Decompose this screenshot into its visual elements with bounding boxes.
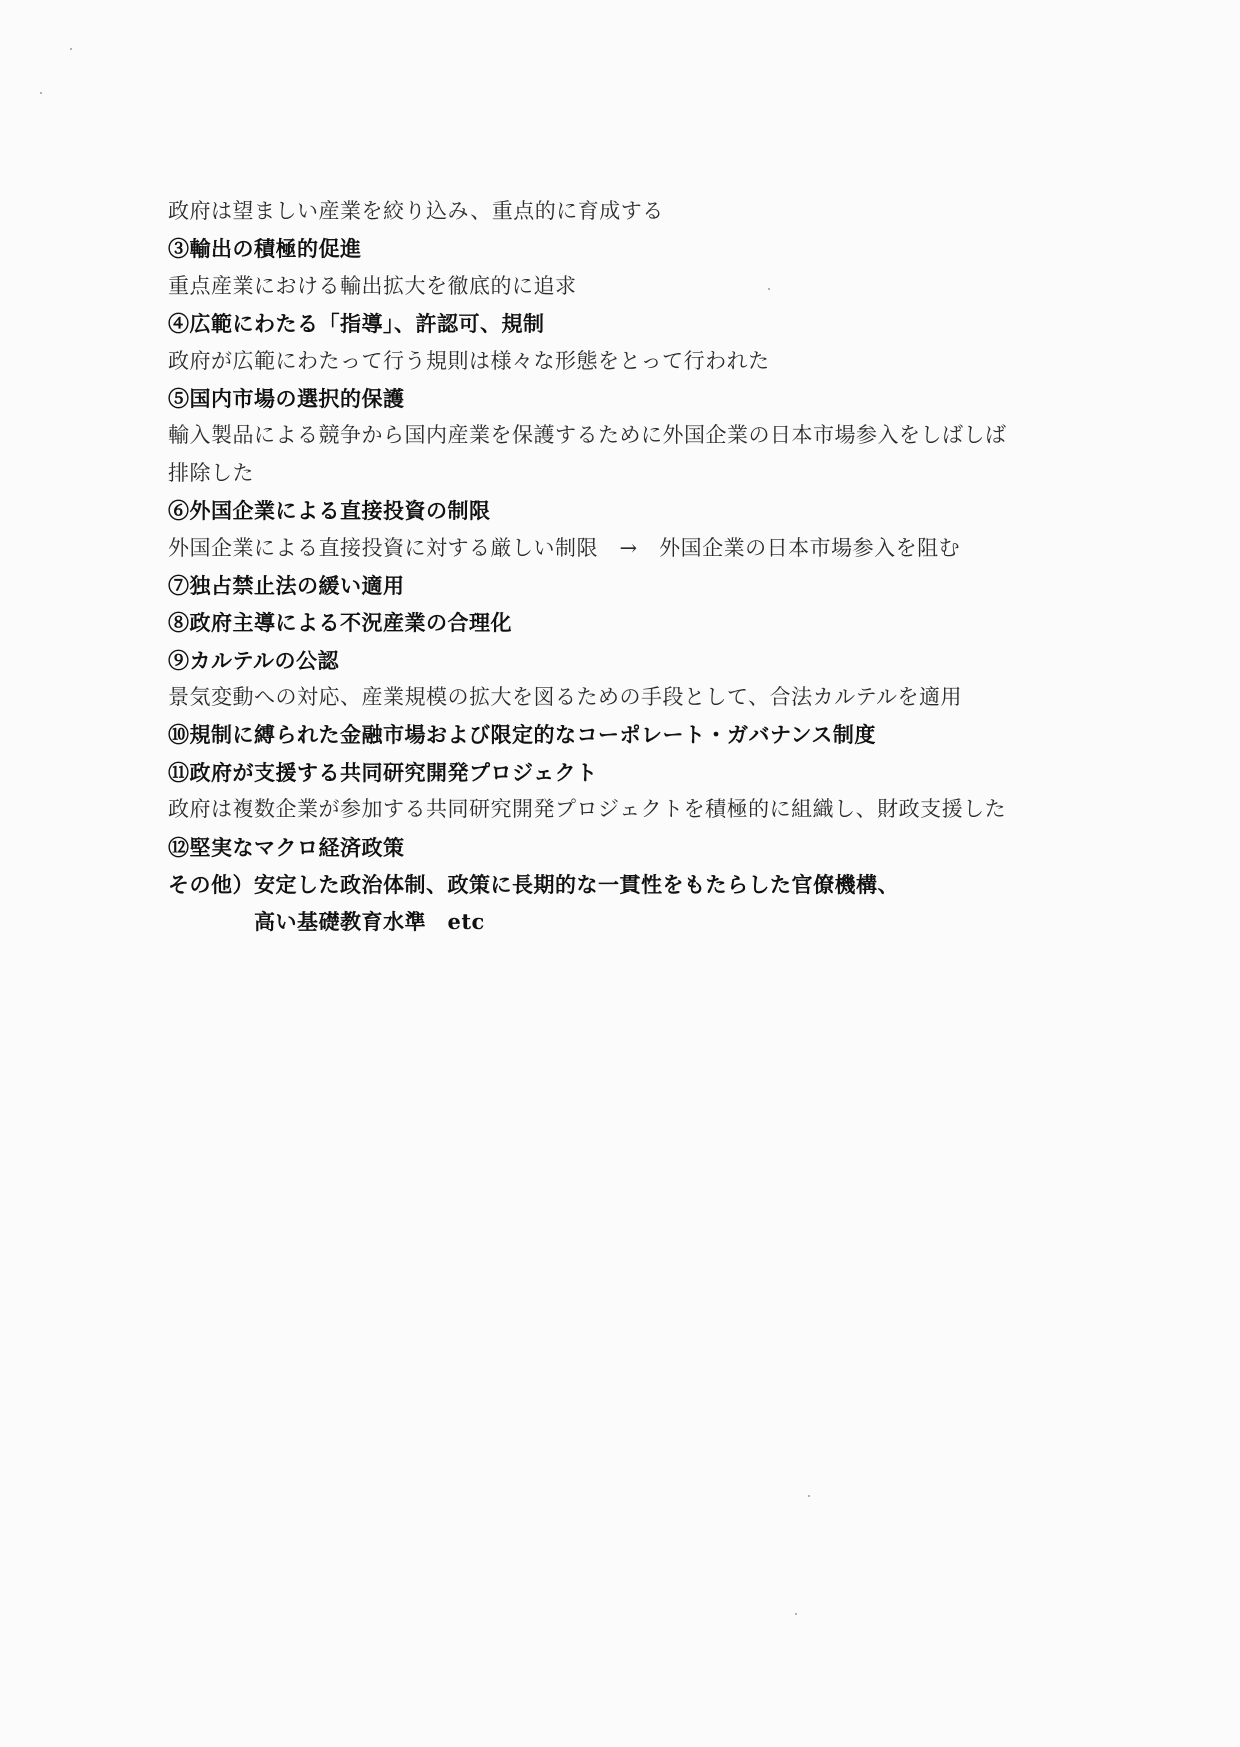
text-line: 景気変動への対応、産業規模の拡大を図るための手段として、合法カルテルを適用: [168, 685, 963, 710]
section-heading: ⑩規制に縛られた金融市場および限定的なコーポレート・ガバナンス制度: [168, 722, 876, 748]
text-line: 政府は複数企業が参加する共同研究開発プロジェクトを積極的に組織し、財政支援した: [168, 797, 1007, 822]
text-line: 政府は望ましい産業を絞り込み、重点的に育成する: [168, 199, 664, 223]
document-body: [168, 193, 1068, 941]
scan-speck: [795, 1613, 797, 1615]
text-line: 輸入製品による競争から国内産業を保護するために外国企業の日本市場参入をしばしば: [168, 423, 1007, 448]
text-line: 重点産業における輸出拡大を徹底的に追求: [168, 273, 577, 298]
section-heading: ⑦独占禁止法の緩い適用: [168, 572, 405, 598]
scan-speck: [808, 1495, 810, 1497]
other-line: 安定した政治体制、政策に長期的な一貫性をもたらした官僚機構、: [254, 872, 899, 898]
scan-speck: [70, 48, 72, 50]
section-heading: ⑨カルテルの公認: [168, 647, 339, 673]
other-notes: [168, 866, 1068, 903]
section-heading: ⑧政府主導による不況産業の合理化: [168, 610, 512, 636]
section-heading: ⑥外国企業による直接投資の制限: [168, 498, 491, 524]
scan-speck: [40, 92, 42, 94]
other-label: その他）: [168, 872, 254, 898]
text-line: 排除した: [168, 460, 254, 485]
section-heading: ④広範にわたる「指導」、許認可、規制: [168, 311, 545, 337]
section-heading: ③輸出の積極的促進: [168, 236, 362, 262]
text-line: 政府が広範にわたって行う規則は様々な形態をとって行われた: [168, 348, 770, 373]
section-heading: ⑪政府が支援する共同研究開発プロジェクト: [168, 759, 598, 785]
text-line: 外国企業による直接投資に対する厳しい制限 → 外国企業の日本市場参入を阻む: [168, 535, 961, 560]
section-heading: ⑤国内市場の選択的保護: [168, 385, 405, 411]
section-heading: ⑫堅実なマクロ経済政策: [168, 834, 405, 860]
other-line: 高い基礎教育水準 etc: [254, 909, 485, 935]
